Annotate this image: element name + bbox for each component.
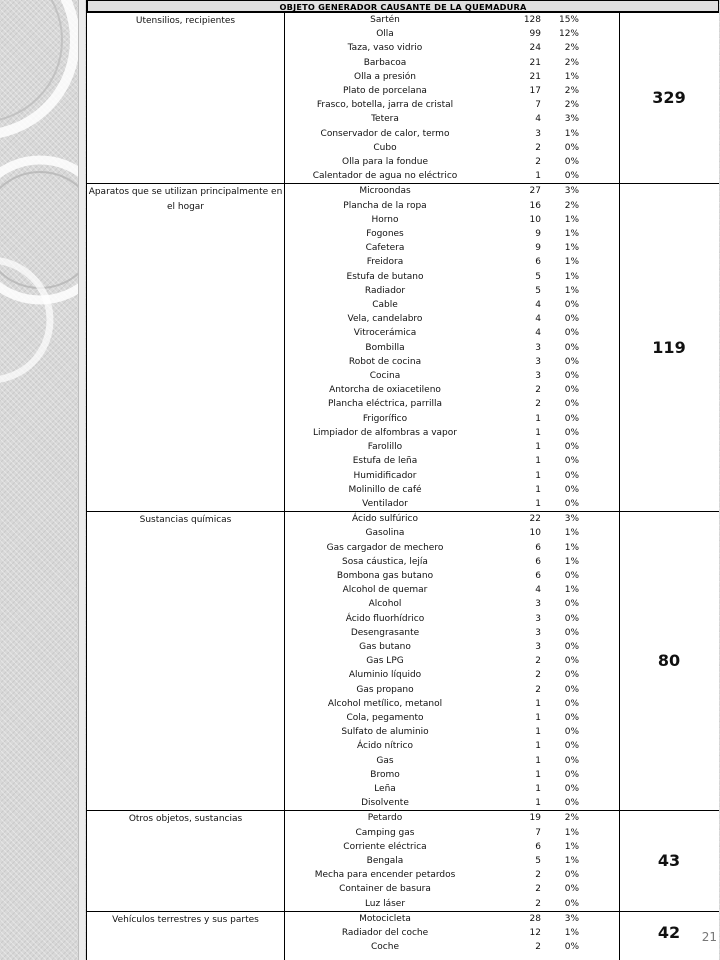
table-row bbox=[87, 911, 719, 926]
case-count: 5 bbox=[535, 271, 541, 282]
object-name: Petardo bbox=[284, 811, 486, 826]
object-name: Vitrocerámica bbox=[353, 328, 417, 339]
decorative-rings bbox=[0, 0, 80, 960]
object-name: Sosa cáustica, lejía bbox=[342, 556, 428, 567]
object-name: Plancha de la ropa bbox=[343, 200, 427, 211]
case-count: 1 bbox=[535, 769, 541, 780]
object-name: Horno bbox=[371, 214, 399, 225]
object-name: Olla bbox=[376, 29, 394, 40]
object-name: Robot de cocina bbox=[348, 356, 422, 367]
case-count: 128 bbox=[486, 13, 544, 28]
object-name: Mecha para encender petardos bbox=[314, 870, 456, 881]
burn-object-table bbox=[87, 12, 719, 954]
percentage: 1% bbox=[564, 243, 579, 254]
category-total: 80 bbox=[619, 512, 719, 811]
case-count: 5 bbox=[535, 285, 541, 296]
percentage: 1% bbox=[564, 71, 579, 82]
object-name: Container de basura bbox=[339, 884, 431, 895]
object-name: Alcohol bbox=[368, 599, 402, 610]
percentage: 0% bbox=[564, 613, 579, 624]
burn-object-table-sheet bbox=[86, 0, 719, 960]
case-count: 6 bbox=[535, 556, 541, 567]
object-name: Sartén bbox=[284, 13, 486, 28]
object-name: Microondas bbox=[284, 184, 486, 199]
percentage: 0% bbox=[564, 456, 579, 467]
percentage: 0% bbox=[564, 798, 579, 809]
object-name: Leña bbox=[374, 783, 396, 794]
object-name: Alcohol metílico, metanol bbox=[327, 698, 443, 709]
percentage: 0% bbox=[564, 627, 579, 638]
object-name: Cola, pegamento bbox=[346, 712, 424, 723]
object-name: Cafetera bbox=[365, 243, 405, 254]
case-count: 10 bbox=[529, 528, 541, 539]
object-name: Gas LPG bbox=[366, 656, 404, 667]
case-count: 1 bbox=[535, 727, 541, 738]
column-divider bbox=[284, 12, 285, 960]
object-name: Estufa de leña bbox=[352, 456, 418, 467]
object-name: Radiador del coche bbox=[341, 928, 429, 938]
object-name: Vela, candelabro bbox=[347, 314, 423, 325]
object-name: Disolvente bbox=[361, 798, 409, 809]
case-count: 3 bbox=[535, 356, 541, 367]
case-count: 1 bbox=[535, 470, 541, 481]
object-name: Molinillo de café bbox=[348, 484, 422, 495]
table-row bbox=[87, 13, 719, 28]
object-name: Gas propano bbox=[356, 684, 414, 695]
case-count: 6 bbox=[535, 257, 541, 268]
case-count: 2 bbox=[535, 399, 541, 410]
object-name: Sulfato de aluminio bbox=[341, 727, 429, 738]
percentage: 3% bbox=[544, 184, 619, 199]
object-name: Gas cargador de mechero bbox=[326, 542, 444, 553]
case-count: 3 bbox=[535, 342, 541, 353]
percentage: 0% bbox=[564, 670, 579, 681]
case-count: 3 bbox=[535, 371, 541, 382]
percentage: 0% bbox=[564, 942, 579, 953]
percentage: 0% bbox=[564, 599, 579, 610]
case-count: 1 bbox=[535, 498, 541, 509]
object-name: Conservador de calor, termo bbox=[320, 128, 450, 139]
percentage: 0% bbox=[564, 769, 579, 780]
table-row bbox=[87, 512, 719, 527]
object-name: Desengrasante bbox=[350, 627, 420, 638]
table-title: OBJETO GENERADOR CAUSANTE DE LA QUEMADURA bbox=[87, 0, 719, 12]
case-count: 22 bbox=[486, 512, 544, 527]
percentage: 0% bbox=[564, 300, 579, 311]
percentage: 0% bbox=[564, 755, 579, 766]
percentage: 3% bbox=[544, 512, 619, 527]
percentage: 1% bbox=[564, 285, 579, 296]
percentage: 1% bbox=[564, 257, 579, 268]
percentage: 2% bbox=[564, 57, 579, 68]
percentage: 0% bbox=[564, 656, 579, 667]
case-count: 3 bbox=[535, 613, 541, 624]
case-count: 2 bbox=[535, 670, 541, 681]
object-name: Ácido nítrico bbox=[357, 741, 413, 752]
case-count: 3 bbox=[535, 627, 541, 638]
percentage: 0% bbox=[564, 142, 579, 153]
object-name: Taza, vaso vidrio bbox=[347, 43, 423, 54]
case-count: 4 bbox=[535, 585, 541, 596]
case-count: 19 bbox=[486, 811, 544, 826]
category-label: Vehículos terrestres y sus partes bbox=[87, 911, 284, 954]
case-count: 9 bbox=[535, 229, 541, 240]
object-name: Humidificador bbox=[353, 470, 417, 481]
percentage: 0% bbox=[564, 698, 579, 709]
case-count: 3 bbox=[535, 599, 541, 610]
percentage: 0% bbox=[564, 427, 579, 438]
category-label: Sustancias químicas bbox=[87, 512, 284, 811]
percentage: 0% bbox=[564, 741, 579, 752]
case-count: 1 bbox=[535, 783, 541, 794]
percentage: 0% bbox=[564, 484, 579, 495]
object-name: Tetera bbox=[371, 114, 399, 125]
table-row bbox=[87, 184, 719, 199]
case-count: 3 bbox=[535, 128, 541, 139]
percentage: 0% bbox=[564, 399, 579, 410]
object-name: Barbacoa bbox=[363, 57, 407, 68]
percentage: 0% bbox=[564, 641, 579, 652]
percentage: 0% bbox=[564, 442, 579, 453]
case-count: 1 bbox=[535, 698, 541, 709]
case-count: 4 bbox=[535, 114, 541, 125]
object-name: Gas butano bbox=[359, 641, 411, 652]
case-count: 6 bbox=[535, 841, 541, 852]
percentage: 0% bbox=[564, 684, 579, 695]
percentage: 0% bbox=[564, 413, 579, 424]
object-name: Bombilla bbox=[365, 342, 405, 353]
object-name: Bombona gas butano bbox=[336, 570, 434, 581]
case-count: 1 bbox=[535, 456, 541, 467]
percentage: 2% bbox=[564, 200, 579, 211]
case-count: 2 bbox=[535, 684, 541, 695]
percentage: 15% bbox=[544, 13, 619, 28]
object-name: Farolillo bbox=[367, 442, 403, 453]
percentage: 3% bbox=[564, 114, 579, 125]
case-count: 1 bbox=[535, 171, 541, 182]
percentage: 1% bbox=[564, 827, 579, 838]
object-name: Plancha eléctrica, parrilla bbox=[327, 399, 443, 410]
object-name: Coche bbox=[371, 942, 399, 953]
object-name: Motocicleta bbox=[284, 911, 486, 926]
percentage: 0% bbox=[564, 727, 579, 738]
object-name: Radiador bbox=[364, 285, 406, 296]
case-count: 7 bbox=[535, 827, 541, 838]
object-name: Fogones bbox=[366, 229, 404, 240]
percentage: 12% bbox=[558, 29, 579, 40]
percentage: 1% bbox=[564, 128, 579, 139]
case-count: 1 bbox=[535, 741, 541, 752]
percentage: 0% bbox=[564, 328, 579, 339]
case-count: 24 bbox=[529, 43, 541, 54]
case-count: 16 bbox=[529, 200, 541, 211]
object-name: Cubo bbox=[373, 142, 397, 153]
case-count: 4 bbox=[535, 328, 541, 339]
object-name: Cocina bbox=[369, 371, 401, 382]
object-name: Bengala bbox=[366, 855, 404, 866]
object-name: Gas bbox=[376, 755, 394, 766]
percentage: 0% bbox=[564, 498, 579, 509]
percentage: 0% bbox=[564, 570, 579, 581]
object-name: Limpiador de alfombras a vapor bbox=[313, 427, 457, 438]
percentage: 0% bbox=[564, 342, 579, 353]
object-name: Ventilador bbox=[362, 498, 408, 509]
case-count: 1 bbox=[535, 712, 541, 723]
percentage: 1% bbox=[564, 855, 579, 866]
object-name: Aluminio líquido bbox=[348, 670, 422, 681]
percentage: 1% bbox=[564, 585, 579, 596]
page-number: 21 bbox=[701, 930, 717, 944]
object-name: Ácido fluorhídrico bbox=[345, 613, 425, 624]
object-name: Freidora bbox=[366, 257, 404, 268]
category-total: 42 bbox=[619, 911, 719, 954]
object-name: Olla a presión bbox=[354, 71, 416, 82]
case-count: 2 bbox=[535, 942, 541, 953]
case-count: 5 bbox=[535, 855, 541, 866]
category-label: Aparatos que se utilizan principalmente en el hogar bbox=[87, 184, 284, 512]
case-count: 2 bbox=[535, 656, 541, 667]
case-count: 99 bbox=[529, 29, 541, 40]
case-count: 2 bbox=[535, 385, 541, 396]
percentage: 0% bbox=[564, 470, 579, 481]
percentage: 0% bbox=[564, 356, 579, 367]
object-name: Frasco, botella, jarra de cristal bbox=[316, 100, 454, 111]
case-count: 3 bbox=[535, 641, 541, 652]
percentage: 1% bbox=[564, 841, 579, 852]
case-count: 6 bbox=[535, 570, 541, 581]
case-count: 28 bbox=[486, 911, 544, 926]
case-count: 9 bbox=[535, 243, 541, 254]
percentage: 2% bbox=[564, 100, 579, 111]
object-name: Gasolina bbox=[365, 528, 405, 539]
percentage: 0% bbox=[564, 884, 579, 895]
category-label: Utensilios, recipientes bbox=[87, 13, 284, 184]
case-count: 17 bbox=[529, 86, 541, 97]
object-name: Luz láser bbox=[364, 898, 406, 909]
case-count: 10 bbox=[529, 214, 541, 225]
case-count: 27 bbox=[486, 184, 544, 199]
percentage: 2% bbox=[564, 86, 579, 97]
case-count: 7 bbox=[535, 100, 541, 111]
case-count: 21 bbox=[529, 57, 541, 68]
percentage: 0% bbox=[564, 783, 579, 794]
case-count: 2 bbox=[535, 870, 541, 881]
percentage: 0% bbox=[564, 157, 579, 168]
case-count: 4 bbox=[535, 300, 541, 311]
percentage: 2% bbox=[564, 43, 579, 54]
percentage: 0% bbox=[564, 898, 579, 909]
case-count: 1 bbox=[535, 413, 541, 424]
percentage: 1% bbox=[564, 229, 579, 240]
object-name: Bromo bbox=[370, 769, 400, 780]
category-total: 119 bbox=[619, 184, 719, 512]
object-name: Olla para la fondue bbox=[342, 157, 428, 168]
percentage: 1% bbox=[564, 214, 579, 225]
case-count: 2 bbox=[535, 157, 541, 168]
percentage: 0% bbox=[564, 712, 579, 723]
percentage: 0% bbox=[564, 870, 579, 881]
object-name: Calentador de agua no eléctrico bbox=[312, 171, 458, 182]
object-name: Cable bbox=[372, 300, 398, 311]
percentage: 1% bbox=[564, 528, 579, 539]
object-name: Corriente eléctrica bbox=[343, 841, 427, 852]
percentage: 0% bbox=[564, 314, 579, 325]
case-count: 2 bbox=[535, 142, 541, 153]
percentage: 1% bbox=[564, 556, 579, 567]
case-count: 21 bbox=[529, 71, 541, 82]
object-name: Frigorífico bbox=[362, 413, 408, 424]
category-total: 43 bbox=[619, 811, 719, 911]
object-name: Antorcha de oxiacetileno bbox=[329, 385, 441, 396]
case-count: 4 bbox=[535, 314, 541, 325]
case-count: 6 bbox=[535, 542, 541, 553]
percentage: 3% bbox=[544, 911, 619, 926]
case-count: 1 bbox=[535, 442, 541, 453]
object-name: Plato de porcelana bbox=[343, 86, 427, 97]
case-count: 2 bbox=[535, 884, 541, 895]
case-count: 1 bbox=[535, 427, 541, 438]
category-label: Otros objetos, sustancias bbox=[87, 811, 284, 911]
case-count: 1 bbox=[535, 755, 541, 766]
percentage: 1% bbox=[564, 542, 579, 553]
case-count: 2 bbox=[535, 898, 541, 909]
case-count: 1 bbox=[535, 484, 541, 495]
page-border-stripe bbox=[78, 0, 85, 960]
object-name: Estufa de butano bbox=[346, 271, 424, 282]
percentage: 0% bbox=[564, 385, 579, 396]
table-row bbox=[87, 811, 719, 826]
category-total: 329 bbox=[619, 13, 719, 184]
case-count: 1 bbox=[535, 798, 541, 809]
percentage: 1% bbox=[564, 271, 579, 282]
percentage: 0% bbox=[564, 371, 579, 382]
case-count: 12 bbox=[529, 928, 541, 938]
percentage: 1% bbox=[564, 928, 579, 938]
percentage: 2% bbox=[544, 811, 619, 826]
object-name: Camping gas bbox=[355, 827, 415, 838]
column-divider bbox=[619, 12, 620, 960]
percentage: 0% bbox=[564, 171, 579, 182]
object-name: Ácido sulfúrico bbox=[284, 512, 486, 527]
object-name: Alcohol de quemar bbox=[342, 585, 428, 596]
